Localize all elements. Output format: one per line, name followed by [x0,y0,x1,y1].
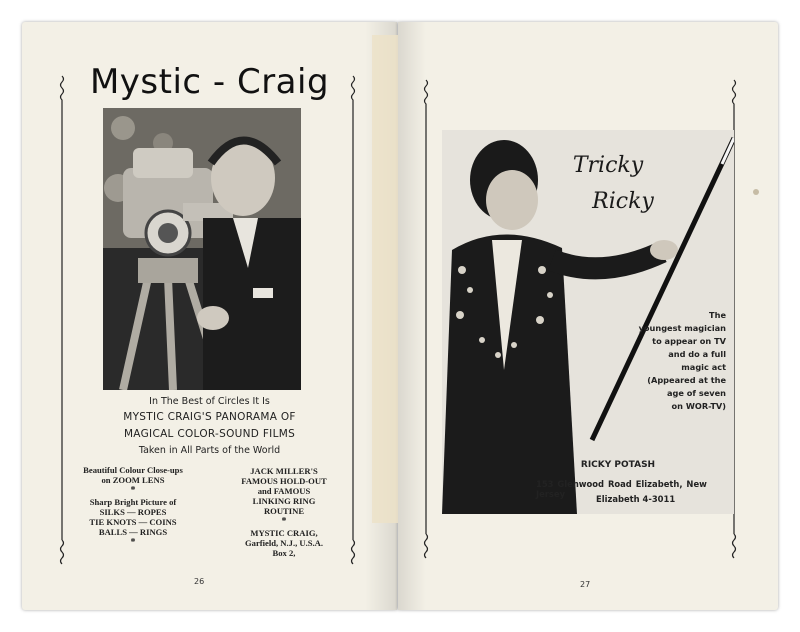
right-col-line-2: FAMOUS HOLD-OUT [241,476,327,486]
right-col-line-5: ROUTINE [263,506,305,516]
left-column-text [74,465,192,549]
right-col-line-4: LINKING RING [252,496,316,506]
mystic-craig-title: Mystic - Craig [89,62,330,102]
right-column-text [222,466,346,558]
page-number-left: 26 [194,577,205,586]
star-separator: * [130,485,136,496]
page-number-right: 27 [580,580,591,589]
intro-line: In The Best of Circles It Is [149,396,270,407]
tagline-block [560,309,726,413]
star-separator: * [130,537,136,548]
left-col-line-6: BALLS — RINGS [98,527,168,537]
tagline-line: youngest magician [638,323,726,333]
right-col-line-6: MYSTIC CRAIG, [250,528,318,538]
headline-line-2: MAGICAL COLOR-SOUND FILMS [123,428,296,440]
star-separator: * [281,516,287,527]
tricky-ricky-title [548,148,668,220]
left-col-line-5: TIE KNOTS — COINS [89,517,177,527]
cameraman-photo [103,108,301,390]
performer-address: 153 Glenwood Road Elizabeth, New Jersey [536,479,707,499]
left-col-line-1: Beautiful Colour Close-ups [83,465,183,475]
right-col-line-8: Box 2, [272,548,296,558]
tagline-line: on WOR-TV) [671,401,726,411]
tagline-line: age of seven [667,388,726,398]
subline: Taken in All Parts of the World [138,445,281,456]
tagline-line: magic act [681,362,726,372]
tagline-line: The [709,310,726,320]
tagline-line: (Appeared at the [647,375,726,385]
performer-phone: Elizabeth 4-3011 [596,494,676,504]
left-col-line-2: on ZOOM LENS [101,475,165,485]
performer-name: RICKY POTASH [580,460,656,470]
right-col-line-1: JACK MILLER'S [250,466,318,476]
right-col-line-7: Garfield, N.J., U.S.A. [244,538,324,548]
right-col-line-3: and FAMOUS [257,486,311,496]
script-line-2: Ricky [592,189,654,214]
left-col-line-3: Sharp Bright Picture of [89,497,177,507]
headline-line-1: MYSTIC CRAIG'S PANORAMA OF [123,411,296,423]
tagline-line: and do a full [668,349,726,359]
tagline-line: to appear on TV [652,336,726,346]
script-line-1: Tricky [572,153,644,178]
left-col-line-4: SILKS — ROPES [99,507,167,517]
